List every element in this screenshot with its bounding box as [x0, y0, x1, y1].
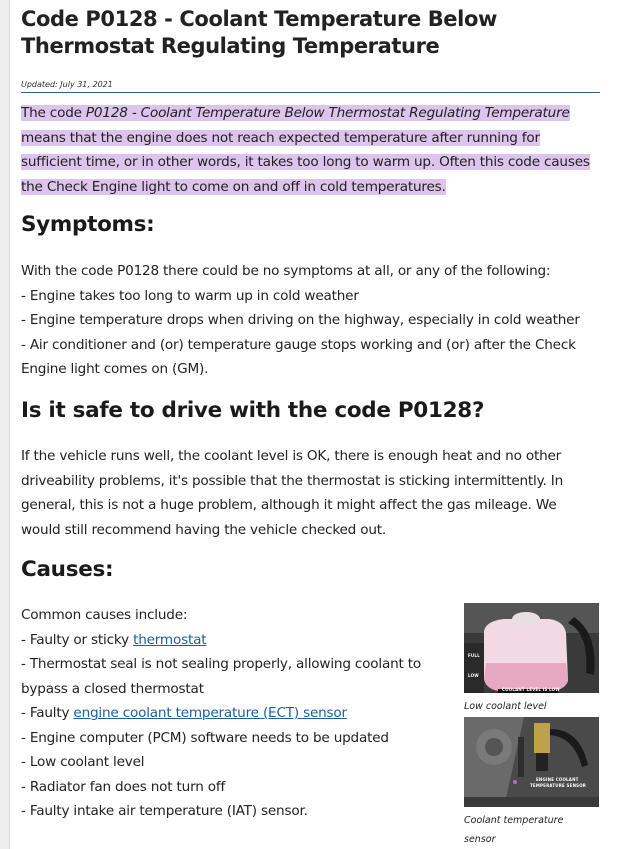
low-mark-label: LOW	[468, 673, 479, 678]
symptoms-heading: Symptoms:	[21, 212, 155, 237]
coolant-sensor-photo[interactable]	[464, 717, 599, 807]
safe-line: general, this is not a huge problem, although it might affect the gas mileage. We	[21, 497, 557, 513]
sensor-illustration	[464, 717, 599, 807]
symptoms-list	[21, 259, 601, 382]
ect-sensor-link[interactable]: engine coolant temperature (ECT) sensor	[73, 705, 347, 721]
thermostat-link[interactable]: thermostat	[133, 631, 207, 648]
cause-item: - Low coolant level	[21, 754, 145, 770]
coolant-reservoir-illustration	[464, 603, 599, 693]
safe-paragraph	[21, 444, 601, 542]
cause-item	[21, 628, 441, 653]
intro-lead: The code	[21, 105, 86, 121]
safe-line: would still recommend having the vehicle checked out.	[21, 521, 387, 538]
cause-item	[21, 701, 441, 726]
intro-rest: means that the engine does not reach expected temperature after running for sufficient time, or in other words, it takes too long to warm up. Often this code causes the Check Engine light to come on and off in cold temperatures.	[21, 129, 590, 195]
low-coolant-photo[interactable]	[464, 603, 599, 693]
symptoms-line: With the code P0128 there could be no symptoms at all, or any of the following:	[21, 263, 551, 279]
cause-item-text: - Faulty	[21, 705, 74, 721]
sensor-overlay-label-line2: TEMPERATURE SENSOR	[530, 783, 587, 788]
cause-item: - Radiator fan does not turn off	[21, 778, 226, 795]
sensor-overlay-label-line1: ENGINE COOLANT	[536, 777, 579, 782]
causes-heading: Causes:	[21, 557, 114, 582]
cause-item: - Engine computer (PCM) software needs to be updated	[21, 729, 389, 746]
photo-overlay-label: COOLANT LEVEL IS LOW	[502, 687, 560, 692]
symptoms-line: - Air conditioner and (or) temperature gauge stops working and (or) after the Check	[21, 336, 576, 353]
safe-heading: Is it safe to drive with the code P0128?	[21, 398, 485, 423]
causes-intro: Common causes include:	[21, 607, 188, 623]
safe-line: If the vehicle runs well, the coolant level is OK, there is enough heat and no other	[21, 448, 562, 464]
figure-caption-line: sensor	[464, 834, 496, 845]
cause-item: - Faulty intake air temperature (IAT) sensor.	[21, 803, 308, 819]
figure-caption	[464, 811, 599, 849]
figure-caption-line: Coolant temperature	[464, 815, 564, 826]
full-mark-label: FULL	[468, 653, 480, 658]
figure-caption: Low coolant level	[464, 701, 547, 712]
left-edge-bar	[0, 0, 10, 849]
symptoms-line: - Engine temperature drops when driving on the highway, especially in cold weather	[21, 312, 580, 328]
updated-date: Updated: July 31, 2021	[21, 80, 600, 93]
intro-code-name: P0128 - Coolant Temperature Below Thermostat Regulating Temperature	[85, 105, 570, 121]
safe-line: driveability problems, it's possible that the thermostat is sticking intermittently. In	[21, 472, 563, 489]
symptoms-line: Engine light comes on (GM).	[21, 361, 209, 377]
intro-paragraph	[21, 101, 601, 199]
symptoms-line: - Engine takes too long to warm up in cold weather	[21, 287, 359, 304]
intro-highlight	[21, 105, 590, 195]
figure-coolant-sensor	[464, 717, 599, 849]
figure-low-coolant	[464, 603, 599, 716]
page-title: Code P0128 - Coolant Temperature Below Thermostat Regulating Temperature	[21, 7, 497, 58]
cause-item: - Thermostat seal is not sealing properly, allowing coolant to	[21, 656, 422, 672]
cause-item-continued: bypass a closed thermostat	[21, 680, 204, 697]
cause-item-text: - Faulty or sticky	[21, 631, 134, 648]
causes-list	[21, 603, 441, 824]
